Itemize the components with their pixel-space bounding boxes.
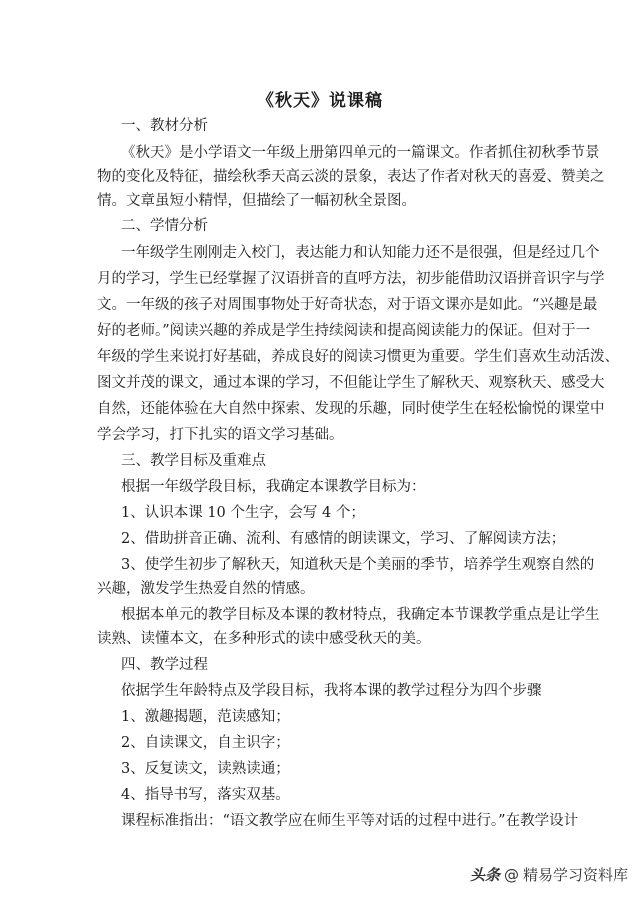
paragraph-line: 依据学生年龄特点及学段目标，我将本课的教学过程分为四个步骤 bbox=[121, 683, 542, 699]
paragraph-line: 情。文章虽短小精悍，但描绘了一幅初秋全景图。 bbox=[97, 193, 416, 209]
list-item: 3、反复读文，读熟读通； bbox=[121, 761, 290, 777]
watermark-at: @ bbox=[503, 865, 519, 884]
list-item: 1、激趣揭题，范读感知； bbox=[121, 709, 290, 725]
paragraph-line: 兴趣，激发学生热爱自然的情感。 bbox=[97, 581, 315, 597]
paragraph-line: 月的学习，学生已经掌握了汉语拼音的直呼方法，初步能借助汉语拼音识字与学 bbox=[97, 271, 605, 287]
section-heading-3: 三、教学目标及重难点 bbox=[121, 453, 266, 469]
paragraph-line: 好的老师。”阅读兴趣的养成是学生持续阅读和提高阅读能力的保证。但对于一 bbox=[97, 323, 591, 339]
paragraph-line: 图文并茂的课文，通过本课的学习，不但能让学生了解秋天、观察秋天、感受大 bbox=[97, 375, 605, 391]
paragraph-line: 一年级学生刚刚走入校门，表达能力和认知能力还不是很强，但是经过几个 bbox=[121, 245, 600, 261]
paragraph-line: 学会学习，打下扎实的语文学习基础。 bbox=[97, 427, 344, 443]
list-item: 1、认识本课 10 个生字，会写 4 个； bbox=[121, 505, 365, 521]
paragraph-line: 根据一年级学段目标，我确定本课教学目标为： bbox=[121, 479, 426, 495]
list-item: 2、自读课文，自主识字； bbox=[121, 735, 290, 751]
list-item: 2、借助拼音正确、流利、有感情的朗读课文，学习、了解阅读方法； bbox=[121, 531, 566, 547]
list-item: 4、指导书写，落实双基。 bbox=[121, 787, 290, 803]
watermark-account: 精易学习资料库 bbox=[522, 866, 628, 884]
paragraph-line: 物的变化及特征，描绘秋季天高云淡的景象，表达了作者对秋天的喜爱、赞美之 bbox=[97, 169, 605, 185]
paragraph-line: 读熟、读懂本文，在多种形式的读中感受秋天的美。 bbox=[97, 631, 431, 647]
paragraph-line: 自然，还能体验在大自然中探索、发现的乐趣，同时使学生在轻松愉悦的课堂中 bbox=[97, 401, 605, 417]
section-heading-4: 四、教学过程 bbox=[121, 657, 208, 673]
watermark bbox=[470, 864, 628, 885]
watermark-brand: 头条 bbox=[469, 866, 500, 884]
section-heading-1: 一、教材分析 bbox=[121, 118, 208, 134]
list-item: 3、使学生初步了解秋天，知道秋天是个美丽的季节，培养学生观察自然的 bbox=[121, 557, 595, 573]
document-title: 《秋天》说课稿 bbox=[257, 91, 383, 111]
paragraph-line: 年级的学生来说打好基础，养成良好的阅读习惯更为重要。学生们喜欢生动活泼、 bbox=[97, 349, 619, 365]
paragraph-line: 课程标准指出：“语文教学应在师生平等对话的过程中进行。”在教学设计 bbox=[121, 813, 579, 829]
paragraph-line: 根据本单元的教学目标及本课的教材特点，我确定本节课教学重点是让学生 bbox=[121, 607, 600, 623]
paragraph-line: 文。一年级的孩子对周围事物处于好奇状态，对于语文课亦是如此。“兴趣是最 bbox=[97, 297, 598, 313]
section-heading-2: 二、学情分析 bbox=[121, 218, 208, 234]
paragraph-line: 《秋天》是小学语文一年级上册第四单元的一篇课文。作者抓住初秋季节景 bbox=[121, 145, 600, 161]
